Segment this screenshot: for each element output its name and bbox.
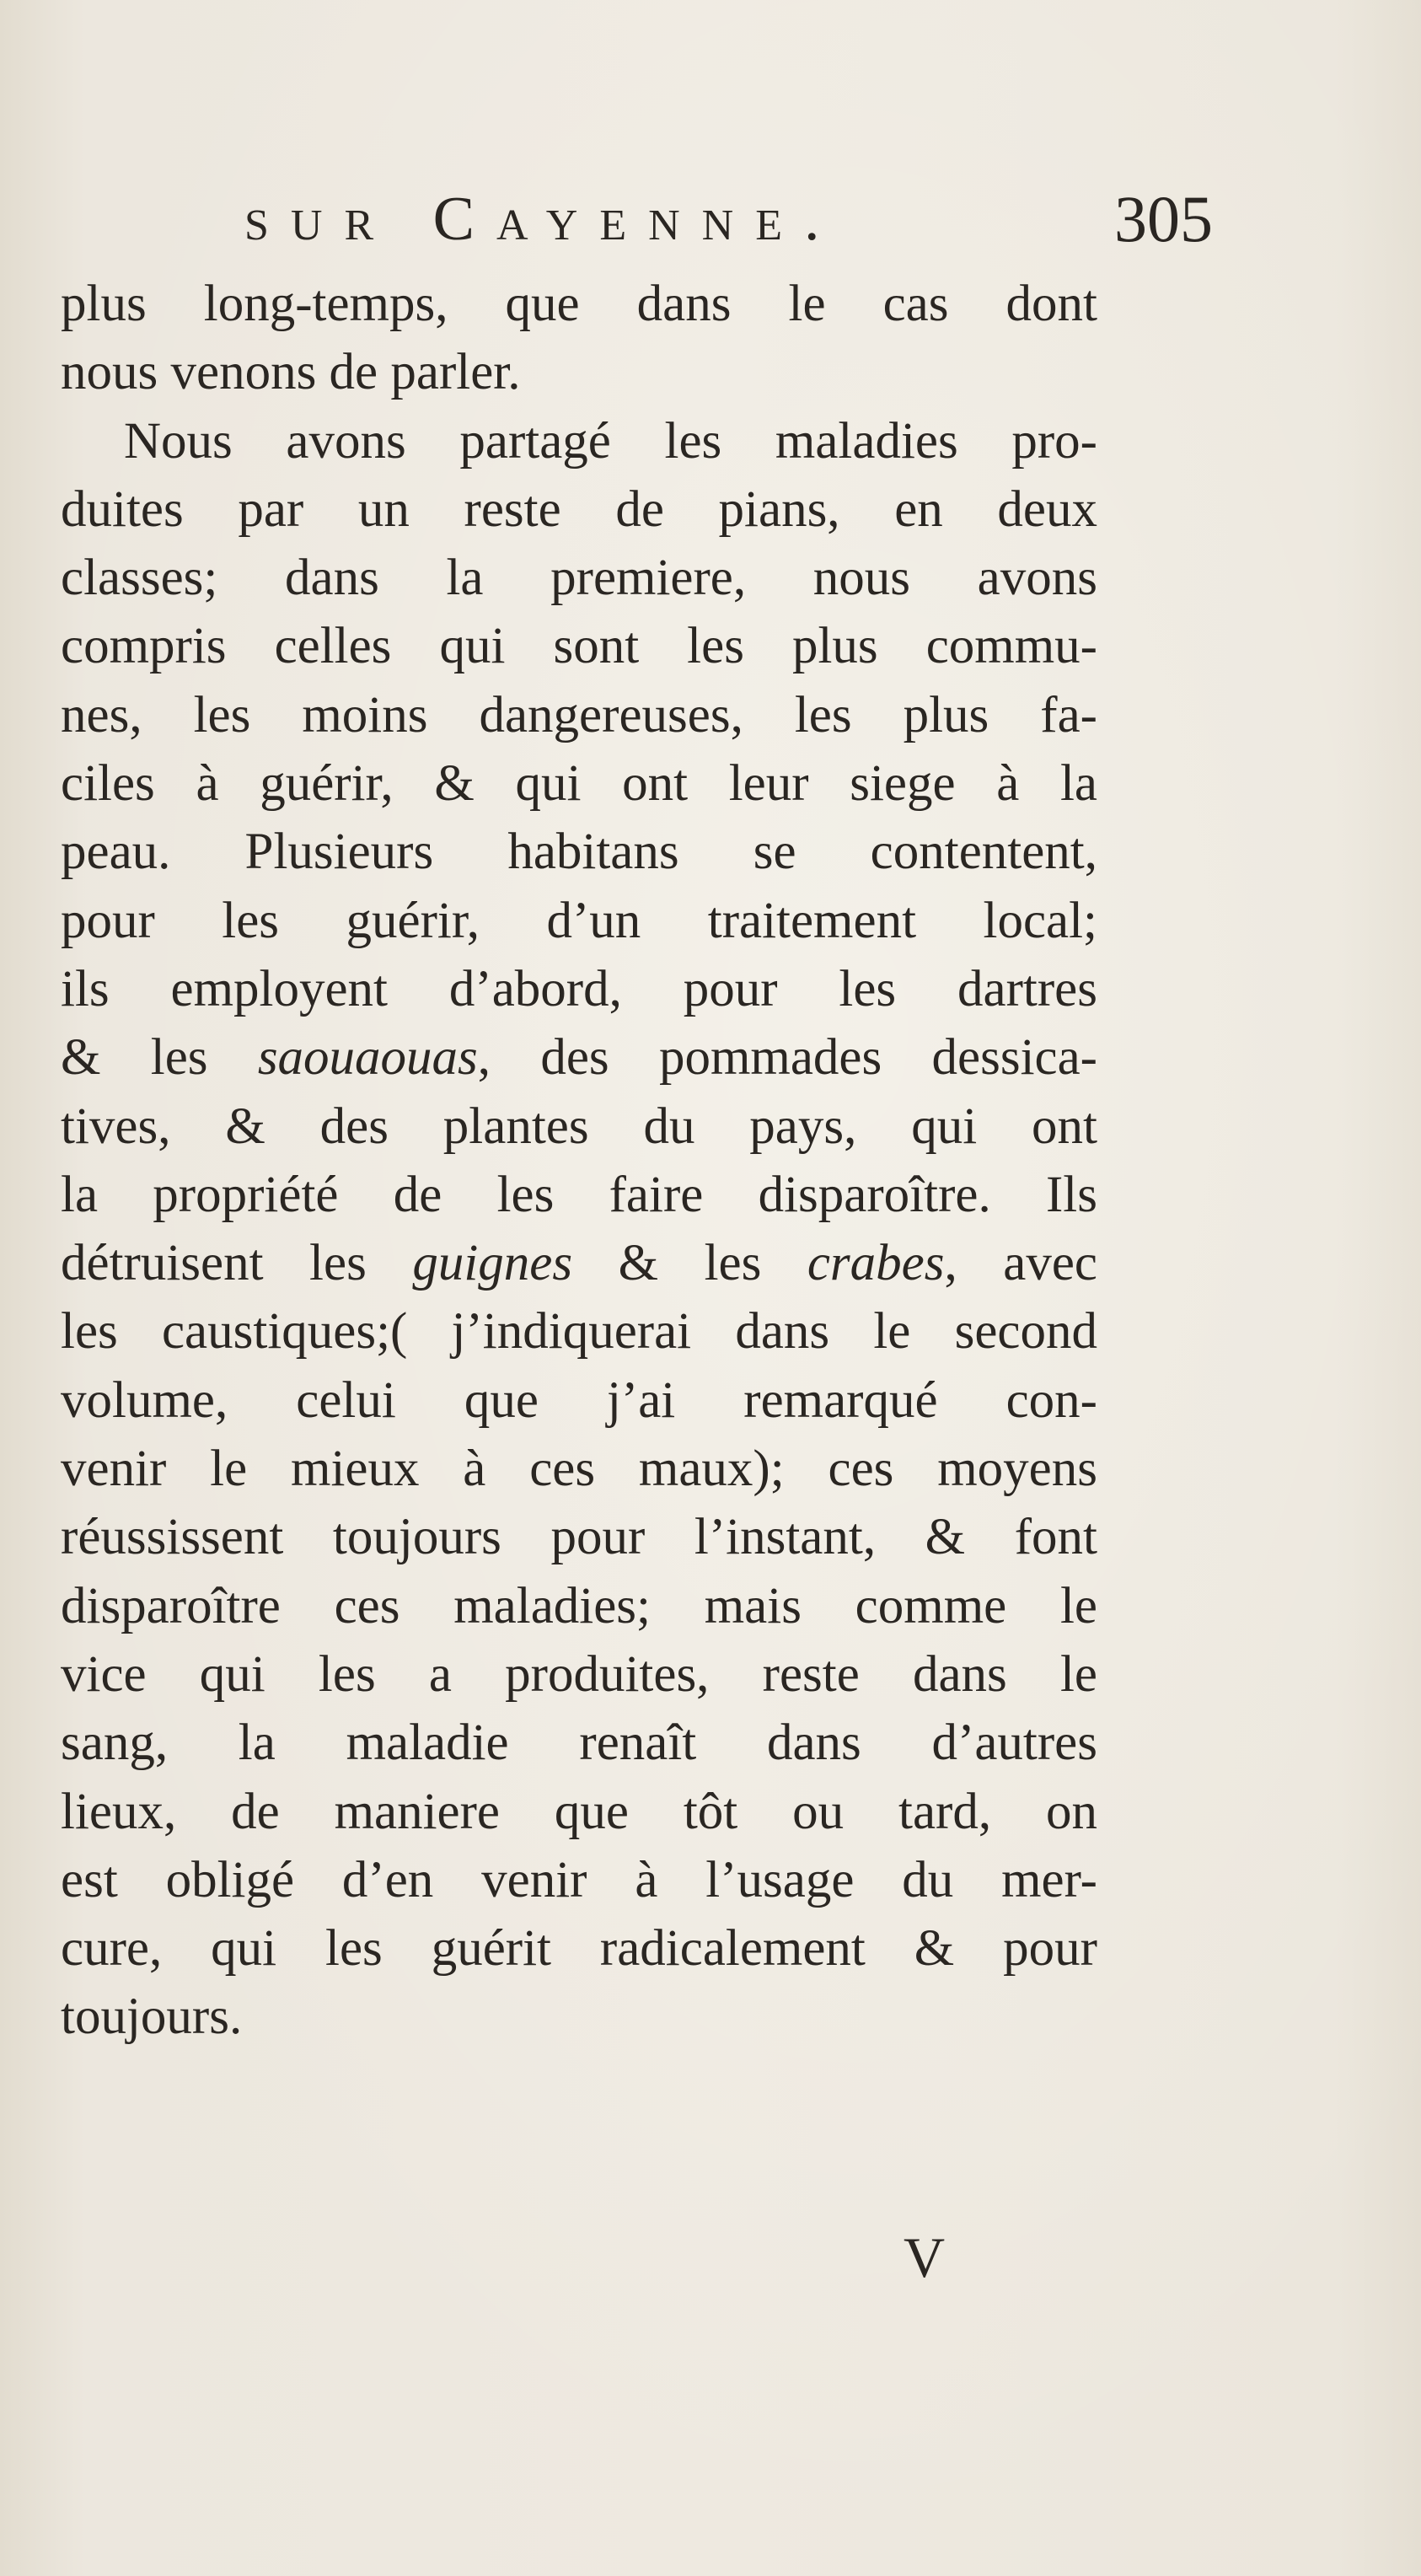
text-line: nes, les moins dangereuses, les plus fa- bbox=[61, 686, 1097, 743]
text-segment: , avec bbox=[944, 1235, 1097, 1292]
text-line bbox=[61, 1229, 1097, 1297]
text-line: la propriété de les faire disparoître. Ils bbox=[61, 1166, 1097, 1223]
text-line: duites par un reste de pians, en deux bbox=[61, 480, 1097, 538]
text-line: tives, & des plantes du pays, qui ont bbox=[61, 1097, 1097, 1155]
text-segment: , des pommades dessica- bbox=[477, 1029, 1097, 1087]
text-line: réussissent toujours pour l’instant, & font bbox=[61, 1509, 1097, 1566]
italic-term: guignes bbox=[412, 1235, 573, 1292]
text-line: les caustiques;( j’indiquerai dans le second bbox=[61, 1303, 1097, 1360]
text-line: vice qui les a produites, reste dans le bbox=[61, 1645, 1097, 1703]
text-line: est obligé d’en venir à l’usage du mer- bbox=[61, 1851, 1097, 1908]
text-line: venir le mieux à ces maux); ces moyens bbox=[61, 1441, 1097, 1498]
text-line: classes; dans la premiere, nous avons bbox=[61, 550, 1097, 607]
text-line: volume, celui que j’ai remarqué con- bbox=[61, 1371, 1097, 1429]
text-line: nous venons de parler. bbox=[61, 344, 521, 401]
text-line: pour les guérir, d’un traitement local; bbox=[61, 892, 1097, 949]
text-line: ciles à guérir, & qui ont leur siege à la bbox=[61, 755, 1097, 813]
text-line bbox=[61, 1023, 1097, 1092]
text-line: ils employent d’abord, pour les dartres bbox=[61, 960, 1097, 1017]
text-line: lieux, de maniere que tôt ou tard, on bbox=[61, 1783, 1097, 1840]
text-line: disparoître ces maladies; mais comme le bbox=[61, 1577, 1097, 1634]
text-line: compris celles qui sont les plus commu- bbox=[61, 618, 1097, 675]
signature-mark: V bbox=[904, 2225, 946, 2289]
text-segment: détruisent les bbox=[61, 1235, 413, 1292]
italic-term: saouaouas bbox=[257, 1029, 478, 1087]
body-text bbox=[61, 270, 1097, 2052]
text-segment: & les bbox=[572, 1235, 807, 1292]
text-line: sang, la maladie renaît dans d’autres bbox=[61, 1715, 1097, 1772]
running-head bbox=[244, 173, 1340, 266]
text-line: cure, qui les guérit radicalement & pour bbox=[61, 1920, 1097, 1978]
text-line: plus long-temps, que dans le cas dont bbox=[61, 276, 1097, 332]
text-segment: & les bbox=[61, 1029, 258, 1087]
text-line: Nous avons partagé les maladies pro- bbox=[124, 412, 1097, 470]
text-line: peau. Plusieurs habitans se contentent, bbox=[61, 824, 1097, 881]
italic-term: crabes bbox=[807, 1235, 945, 1292]
page-number: 305 bbox=[1114, 182, 1213, 255]
running-head-title: sur Cayenne. bbox=[244, 185, 842, 254]
text-line: toujours. bbox=[61, 1988, 243, 2046]
